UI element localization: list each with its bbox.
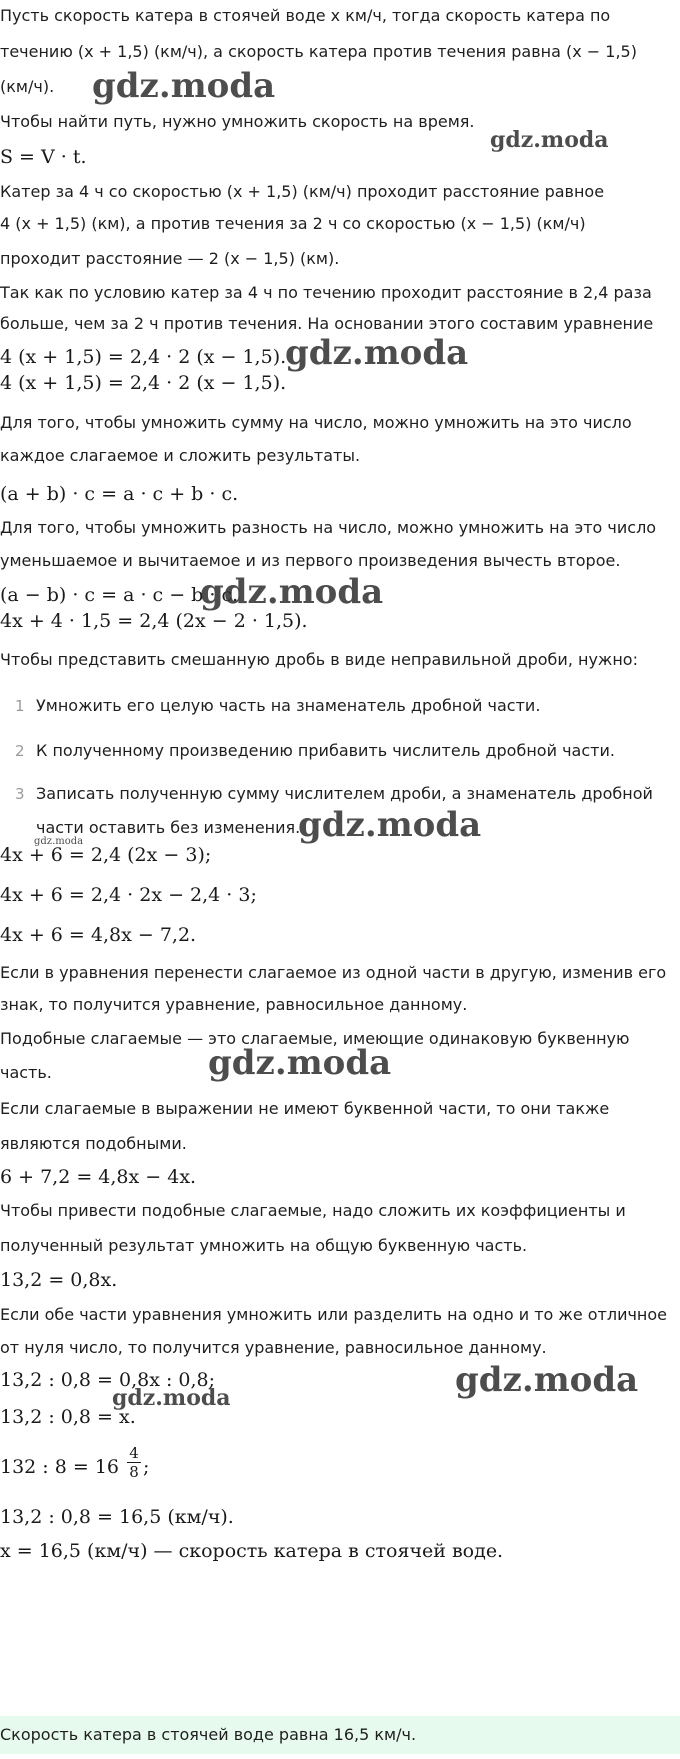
text-line: Для того, чтобы умножить разность на число, можно умножить на это число xyxy=(0,518,657,537)
list-item: Умножить его целую часть на знаменатель дробной части. xyxy=(36,696,541,715)
text-line: течению (x + 1,5) (км/ч), а скорость катера против течения равна (x − 1,5) xyxy=(0,42,637,61)
answer-text: Скорость катера в стоячей воде равна 16,5 км/ч. xyxy=(0,1725,417,1744)
text-line: уменьшаемое и вычитаемое и из первого произведения вычесть второе. xyxy=(0,551,621,570)
text-line: часть. xyxy=(0,1063,52,1082)
text-line: проходит расстояние — 2 (x − 1,5) (км). xyxy=(0,249,340,268)
list-item: Записать полученную сумму числителем дроби, а знаменатель дробной xyxy=(36,784,653,803)
text-line: Чтобы найти путь, нужно умножить скорость на время. xyxy=(0,112,475,131)
fraction-suffix: ; xyxy=(143,1456,150,1478)
fraction xyxy=(127,1444,141,1481)
list-number: 2 xyxy=(15,742,25,760)
text-line: Для того, чтобы умножить сумму на число, можно умножить на это число xyxy=(0,413,632,432)
formula-line: 4x + 4 · 1,5 = 2,4 (2x − 2 · 1,5). xyxy=(0,610,308,632)
formula-line: 4x + 6 = 2,4 · 2x − 2,4 · 3; xyxy=(0,884,257,906)
text-line: Чтобы представить смешанную дробь в виде неправильной дроби, нужно: xyxy=(0,650,638,669)
formula-line: 4x + 6 = 4,8x − 7,2. xyxy=(0,924,197,946)
formula-line: S = V · t. xyxy=(0,146,87,168)
text-line: Если слагаемые в выражении не имеют буквенной части, то они также xyxy=(0,1099,610,1118)
text-line: Катер за 4 ч со скоростью (x + 1,5) (км/ч) проходит расстояние равное xyxy=(0,182,605,201)
formula-line: 4 (x + 1,5) = 2,4 · 2 (x − 1,5). xyxy=(0,346,287,368)
list-item: К полученному произведению прибавить числитель дробной части. xyxy=(36,741,615,760)
text-line: Если обе части уравнения умножить или разделить на одно и то же отличное xyxy=(0,1305,668,1324)
watermark-logo: gdz.moda xyxy=(112,1385,231,1411)
text-line: Пусть скорость катера в стоячей воде x км/ч, тогда скорость катера по xyxy=(0,6,611,25)
fraction-denominator: 8 xyxy=(129,1463,139,1481)
text-line: каждое слагаемое и сложить результаты. xyxy=(0,446,361,465)
text-line: полученный результат умножить на общую буквенную часть. xyxy=(0,1236,528,1255)
list-item: части оставить без изменения. xyxy=(36,818,301,837)
formula-line: 13,2 : 0,8 = x. xyxy=(0,1406,136,1428)
watermark-logo: gdz.moda xyxy=(200,572,384,612)
watermark-logo: gdz.moda xyxy=(490,127,609,153)
watermark-logo: gdz.moda xyxy=(208,1043,392,1083)
text-line: больше, чем за 2 ч против течения. На основании этого составим уравнение xyxy=(0,314,654,333)
text-line: (км/ч). xyxy=(0,77,55,96)
text-line: Чтобы привести подобные слагаемые, надо сложить их коэффициенты и xyxy=(0,1201,626,1220)
text-line: Так как по условию катер за 4 ч по течению проходит расстояние в 2,4 раза xyxy=(0,283,652,302)
formula-line: x = 16,5 (км/ч) — скорость катера в стоячей воде. xyxy=(0,1540,504,1562)
watermark-logo: gdz.moda xyxy=(285,333,469,373)
watermark-logo: gdz.moda xyxy=(92,66,276,106)
mixed-number-lhs: 132 : 8 = 16 xyxy=(0,1456,120,1478)
text-line: являются подобными. xyxy=(0,1134,187,1153)
watermark-logo: gdz.moda xyxy=(455,1360,639,1400)
list-number: 1 xyxy=(15,697,25,715)
formula-line: 13,2 : 0,8 = 0,8x : 0,8; xyxy=(0,1369,216,1391)
watermark-logo: gdz.moda xyxy=(298,805,482,845)
formula-line: 6 + 7,2 = 4,8x − 4x. xyxy=(0,1166,197,1188)
text-line: от нуля число, то получится уравнение, равносильное данному. xyxy=(0,1338,547,1357)
text-line: 4 (x + 1,5) (км), а против течения за 2 ч со скоростью (x − 1,5) (км/ч) xyxy=(0,214,586,233)
fraction-numerator: 4 xyxy=(129,1444,139,1462)
text-line: Подобные слагаемые — это слагаемые, имеющие одинаковую буквенную xyxy=(0,1029,630,1048)
text-line: знак, то получится уравнение, равносильное данному. xyxy=(0,995,468,1014)
watermark-logo: gdz.moda xyxy=(34,836,84,847)
list-number: 3 xyxy=(15,785,25,803)
text-line: Если в уравнения перенести слагаемое из одной части в другую, изменив его xyxy=(0,963,667,982)
formula-line: 13,2 : 0,8 = 16,5 (км/ч). xyxy=(0,1506,234,1528)
formula-line: 13,2 = 0,8x. xyxy=(0,1269,118,1291)
formula-line: 4x + 6 = 2,4 (2x − 3); xyxy=(0,844,212,866)
formula-line: 4 (x + 1,5) = 2,4 · 2 (x − 1,5). xyxy=(0,372,287,394)
answer-highlight xyxy=(0,1716,680,1754)
formula-line: (a − b) · c = a · c − b · c. xyxy=(0,584,239,606)
formula-line: (a + b) · c = a · c + b · c. xyxy=(0,483,239,505)
mixed-number-line xyxy=(0,1440,300,1494)
